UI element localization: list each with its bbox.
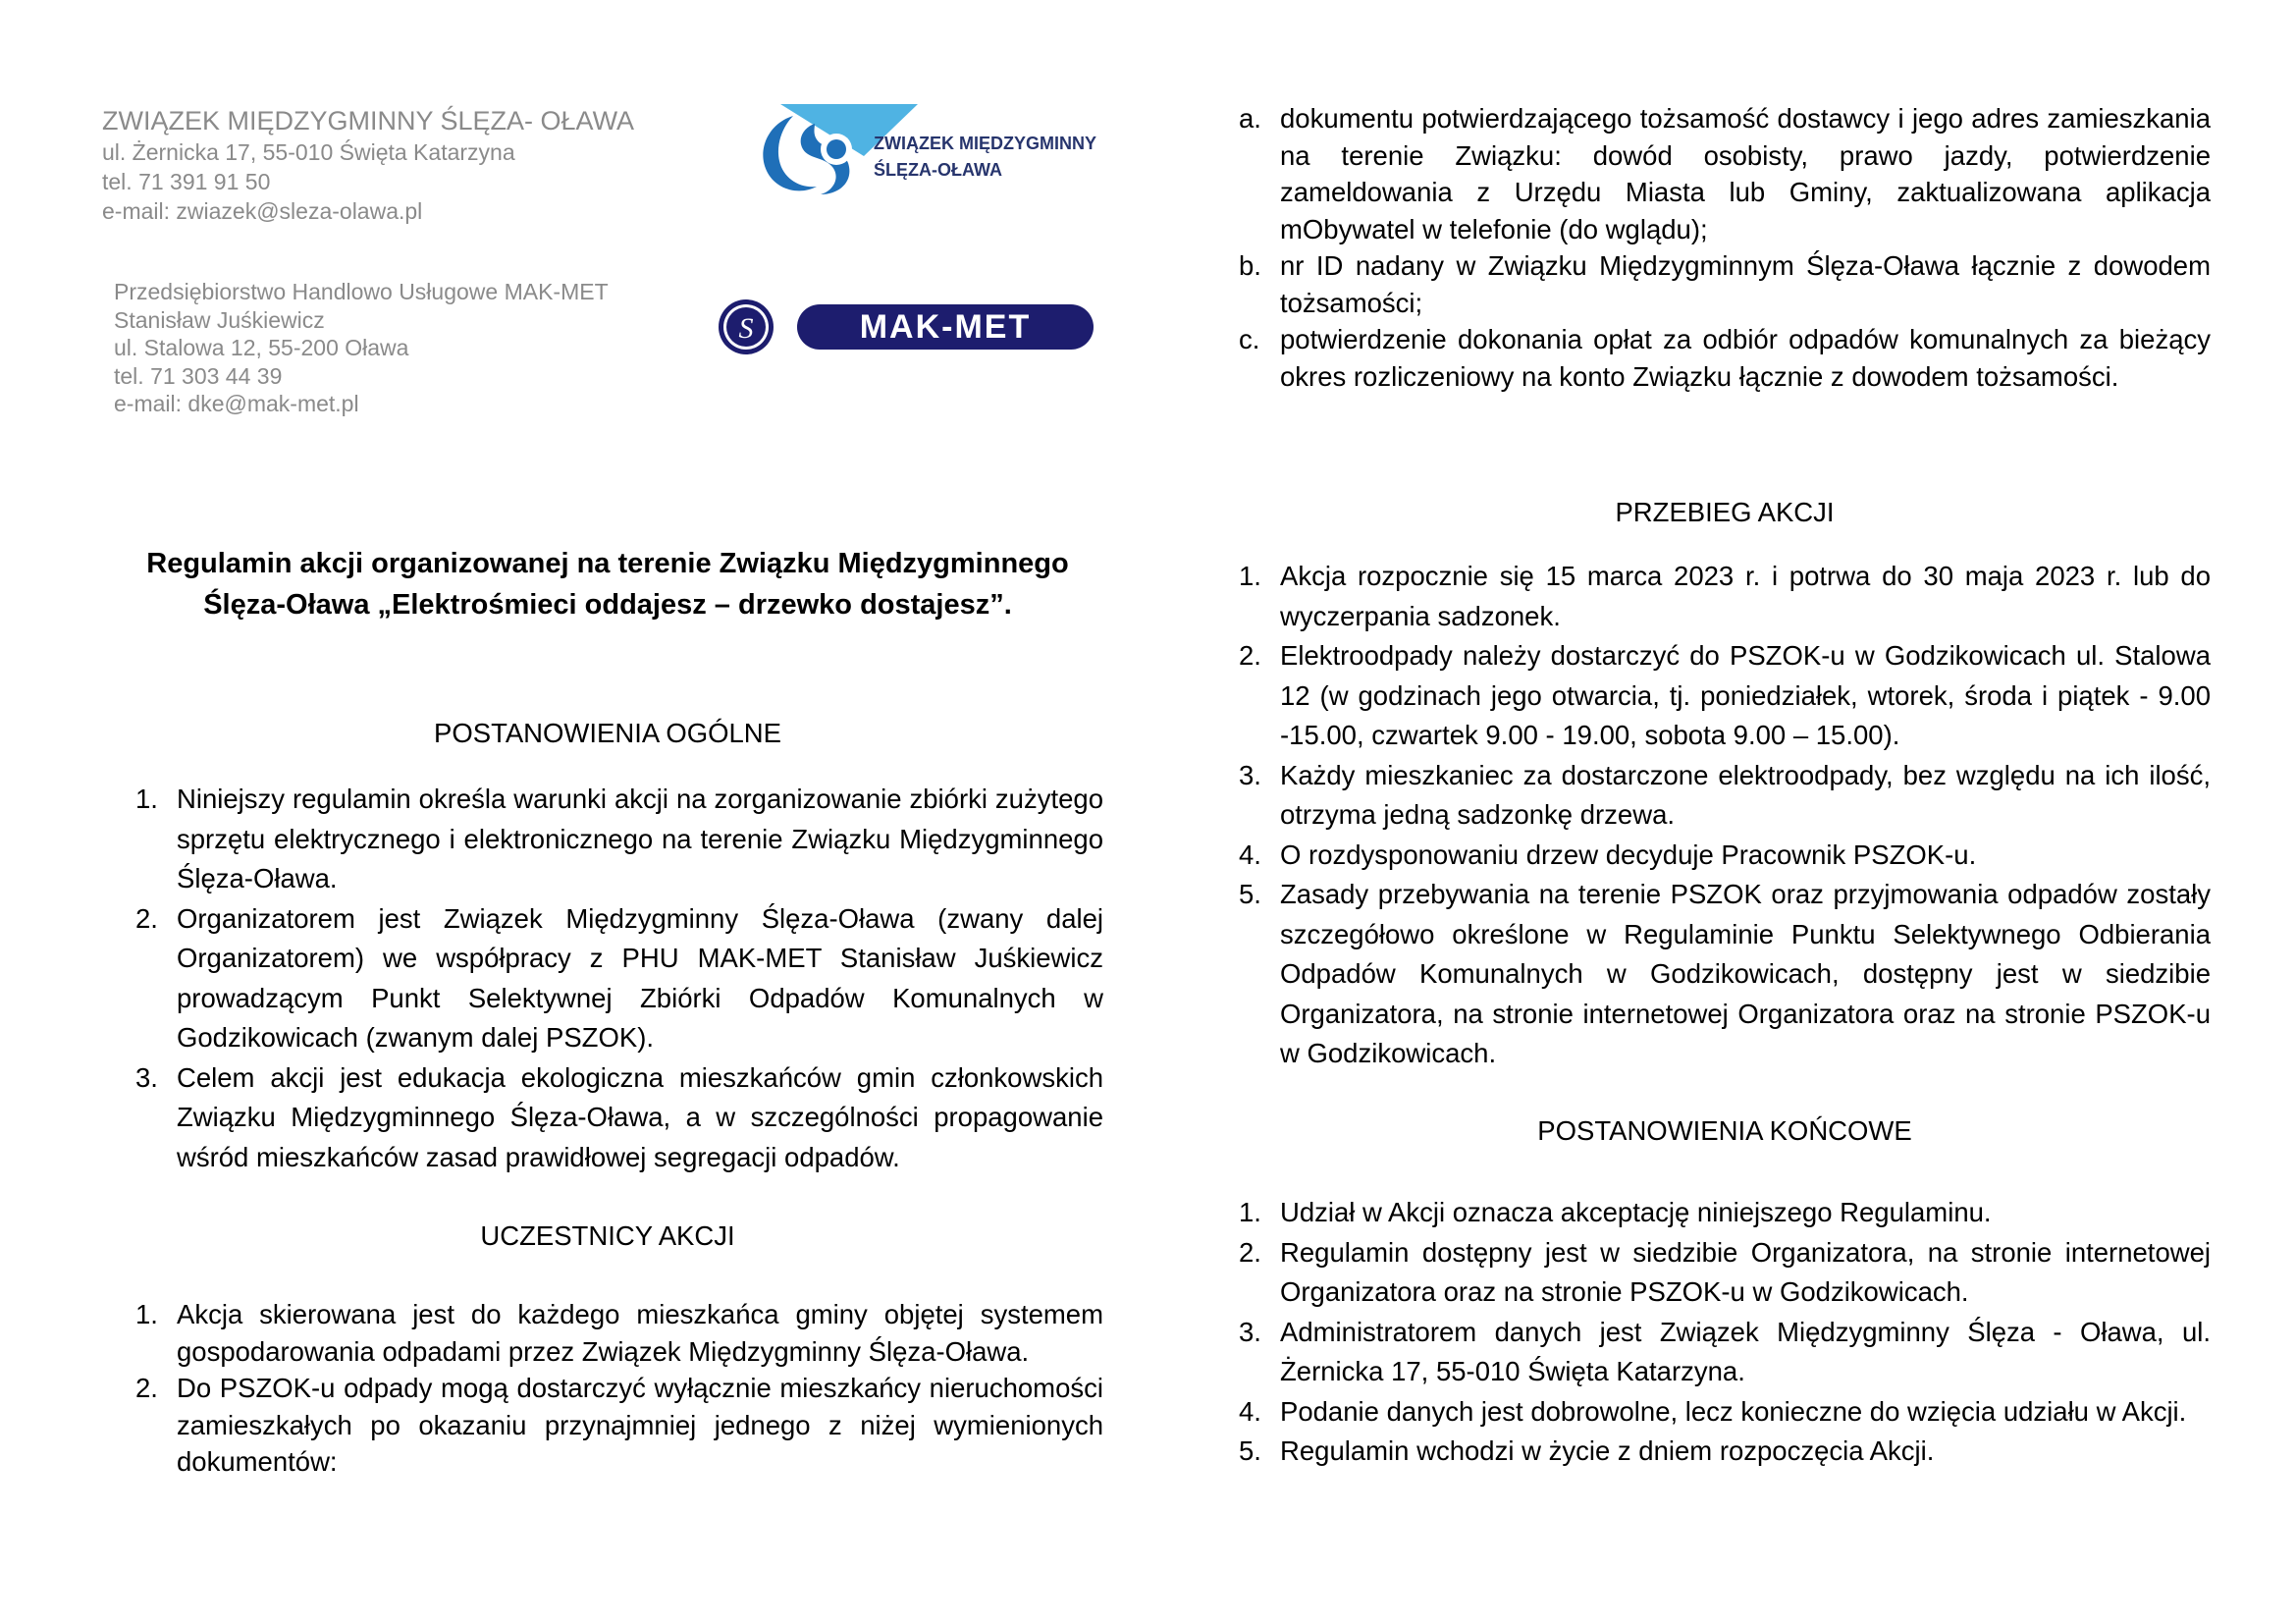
list-item: 3. Każdy mieszkaniec za dostarczone elektroodpady, bez względu na ich ilość, otrzyma jedną sadzonkę drzewa. — [1239, 759, 2211, 830]
list-item: 2. Elektroodpady należy dostarczyć do PSZOK-u w Godzikowicach ul. Stalowa 12 (w godzinach jego otwarcia, tj. poniedziałek, wtorek, środa i piątek - 9.00 -15.00, czwartek 9.00 - 19.00, sobota 9.00 – 15.00). — [1239, 640, 2211, 750]
list-item: 1. Akcja rozpocznie się 15 marca 2023 r. i potrwa do 30 maja 2023 r. lub do wyczerpania sadzonek. — [1239, 561, 2211, 631]
course-list — [1239, 557, 2211, 1074]
list-item: 1. Udział w Akcji oznacza akceptację niniejszego Regulaminu. — [1239, 1197, 1992, 1227]
makmet-address: ul. Stalowa 12, 55-200 Oława — [114, 335, 409, 360]
zwiazek-logo-text-1: ZWIĄZEK MIĘDZYGMINNY — [874, 134, 1096, 153]
list-item: 1. Akcja skierowana jest do każdego mieszkańca gminy objętej systemem gospodarowania odpadami przez Związek Międzygminny Ślęza-Oława. — [135, 1299, 1103, 1367]
makmet-phone: tel. 71 303 44 39 — [114, 362, 283, 389]
zwiazek-logo — [746, 102, 1096, 200]
heading-course: PRZEBIEG AKCJI — [1615, 497, 1835, 527]
makmet-contact-block — [114, 278, 609, 418]
list-item: 4. Podanie danych jest dobrowolne, lecz konieczne do wzięcia udziału w Akcji. — [1239, 1395, 2187, 1427]
list-item: 4. O rozdysponowaniu drzew decyduje Pracownik PSZOK-u. — [1239, 839, 1977, 870]
list-item: 2. Regulamin dostępny jest w siedzibie Organizatora, na stronie internetowej Organizatora oraz na stronie PSZOK-u w Godzikowicach. — [1239, 1236, 2211, 1307]
participants-list — [135, 1296, 1103, 1481]
heading-participants: UCZESTNICY AKCJI — [480, 1220, 735, 1251]
zwiazek-name: ZWIĄZEK MIĘDZYGMINNY ŚLĘZA- OŁAWA — [102, 106, 635, 135]
list-item: 1. Niniejszy regulamin określa warunki akcji na zorganizowanie zbiórki zużytego sprzętu elektrycznego i elektronicznego na terenie Związku Międzygminnego Ślęza-Oława. — [135, 784, 1103, 893]
list-item: 5. Regulamin wchodzi w życie z dniem rozpoczęcia Akcji. — [1239, 1435, 1935, 1466]
final-provisions-list — [1239, 1193, 2211, 1472]
makmet-owner: Stanisław Juśkiewicz — [114, 306, 325, 333]
zwiazek-logo-graphic — [746, 102, 1096, 200]
zwiazek-phone: tel. 71 391 91 50 — [102, 169, 271, 194]
list-item: b. nr ID nadany w Związku Międzygminnym Ślęza-Oława łącznie z dowodem tożsamości; — [1239, 250, 2211, 318]
document-title-line-2: Ślęza-Oława „Elektrośmieci oddajesz – drzewko dostajesz”. — [203, 589, 1012, 621]
list-item: a. dokumentu potwierdzającego tożsamość dostawcy i jego adres zamieszkania na terenie Związku: dowód osobisty, prawo jazdy, potwierdzenie zameldowania z Urzędu Miasta lub Gminy, zaktualizowana aplikacja mObywatel w telefonie (do wglądu); — [1239, 103, 2211, 244]
documents-sublist — [1239, 100, 2211, 395]
makmet-logo — [717, 293, 1101, 361]
heading-general-provisions: POSTANOWIENIA OGÓLNE — [434, 718, 781, 748]
list-item: 2. Do PSZOK-u odpady mogą dostarczyć wyłącznie mieszkańcy nieruchomości zamieszkałych po okazaniu przynajmniej jednego z niżej wymienionych dokumentów: — [135, 1373, 1103, 1477]
makmet-email: e-mail: dke@mak-met.pl — [114, 391, 359, 416]
document-title — [135, 543, 1080, 625]
list-item: c. potwierdzenie dokonania opłat za odbiór odpadów komunalnych za bieżący okres rozliczeniowy na konto Związku łącznie z dowodem tożsamości. — [1239, 324, 2211, 392]
makmet-logo-graphic — [717, 293, 1101, 361]
makmet-seal-letter: S — [738, 312, 754, 345]
makmet-logo-text: MAK-MET — [859, 308, 1032, 346]
zwiazek-logo-text-2: ŚLĘZA-OŁAWA — [874, 160, 1002, 180]
heading-final-provisions: POSTANOWIENIA KOŃCOWE — [1537, 1115, 1912, 1146]
document-title-line-1: Regulamin akcji organizowanej na terenie Związku Międzygminnego — [146, 548, 1069, 579]
zwiazek-contact-block — [102, 104, 634, 226]
list-item: 5. Zasady przebywania na terenie PSZOK oraz przyjmowania odpadów zostały szczegółowo określone w Regulaminie Punktu Selektywnego Odbierania Odpadów Komunalnych w Godzikowicach, dostępny jest w siedzibie Organizatora, na stronie internetowej Organizatora oraz na stronie PSZOK-u w Godzikowicach. — [1239, 879, 2211, 1068]
list-item: 2. Organizatorem jest Związek Międzygminny Ślęza-Oława (zwany dalej Organizatorem) we współpracy z PHU MAK-MET Stanisław Juśkiewicz prowadzącym Punkt Selektywnej Zbiórki Odpadów Komunalnych w Godzikowicach (zwanym dalej PSZOK). — [135, 902, 1103, 1053]
makmet-company: Przedsiębiorstwo Handlowo Usługowe MAK-MET — [114, 279, 609, 304]
list-item: 3. Administratorem danych jest Związek Międzygminny Ślęza - Oława, ul. Żernicka 17, 55-010 Święta Katarzyna. — [1239, 1316, 2211, 1386]
general-provisions-list — [135, 780, 1103, 1177]
zwiazek-email: e-mail: zwiazek@sleza-olawa.pl — [102, 198, 423, 224]
list-item: 3. Celem akcji jest edukacja ekologiczna mieszkańców gmin członkowskich Związku Międzygminnego Ślęza-Oława, a w szczególności propagowanie wśród mieszkańców zasad prawidłowej segregacji odpadów. — [135, 1061, 1103, 1172]
zwiazek-address: ul. Żernicka 17, 55-010 Święta Katarzyna — [102, 139, 515, 165]
